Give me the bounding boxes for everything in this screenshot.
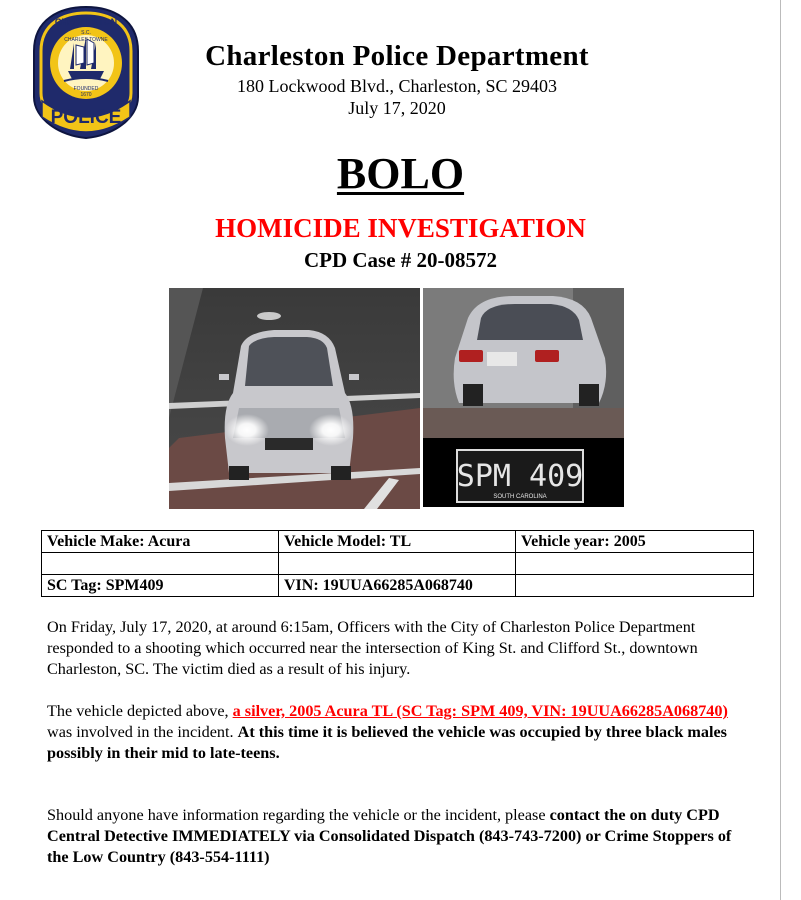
department-name: Charleston Police Department (205, 40, 589, 72)
empty-cell (42, 553, 279, 575)
vehicle-info-table (41, 530, 754, 597)
badge-banner-text: POLICE (50, 107, 122, 128)
case-number: CPD Case # 20-08572 (303, 248, 498, 272)
police-badge-logo (30, 5, 142, 140)
vehicle-paragraph (47, 701, 737, 764)
vehicle-year-cell: Vehicle year: 2005 (516, 531, 754, 553)
vehicle-model-cell: Vehicle Model: TL (279, 531, 516, 553)
bulletin-date: July 17, 2020 (348, 98, 446, 118)
badge-year-text: 1670 (80, 92, 92, 98)
contact-paragraph (47, 805, 737, 868)
plate-number-text: SPM 409 (456, 459, 584, 494)
plate-state-text: SOUTH CAROLINA (493, 494, 547, 500)
suspects-description: At this time it is believed the vehicle was occupied by three black males possibly in their mid to late-teens. (47, 723, 727, 762)
vehicle-description-highlight: a silver, 2005 Acura TL (SC Tag: SPM 409, VIN: 19UUA66285A068740) (232, 702, 728, 720)
bolo-title (0, 148, 801, 199)
contact-paragraph-intro: Should anyone have information regarding the vehicle or the incident, please (47, 806, 550, 824)
badge-founded-text: FOUNDED (73, 86, 99, 92)
vehicle-paragraph-middle: was involved in the incident. (47, 723, 238, 741)
vehicle-front-photo (169, 288, 420, 509)
vehicle-rear-photo (423, 288, 624, 507)
sc-tag-cell: SC Tag: SPM409 (42, 575, 279, 597)
department-address: 180 Lockwood Blvd., Charleston, SC 29403 (237, 76, 557, 96)
page-edge-line (780, 0, 781, 900)
badge-state-text: S.C. (81, 30, 91, 36)
empty-cell (516, 553, 754, 575)
bolo-title-text: BOLO (336, 149, 465, 198)
contact-instructions: contact the on duty CPD Central Detective IMMEDIATELY via Consolidated Dispatch (843-743-7200) or Crime Stoppers of the Low Country (843-554-1111) (47, 806, 732, 866)
badge-top-text: CHARLESTON (54, 17, 118, 27)
vehicle-paragraph-intro: The vehicle depicted above, (47, 702, 233, 720)
empty-cell (279, 553, 516, 575)
table-row (42, 575, 754, 597)
table-row (42, 531, 754, 553)
incident-paragraph: On Friday, July 17, 2020, at around 6:15am, Officers with the City of Charleston Police Department responded to a shooting which occurred near the intersection of King St. and Clifford St., downtown Charleston, SC. The victim died as a result of his injury. (47, 618, 698, 678)
homicide-headline: HOMICIDE INVESTIGATION (215, 213, 586, 243)
vin-cell: VIN: 19UUA66285A068740 (279, 575, 516, 597)
empty-cell (516, 575, 754, 597)
vehicle-make-cell: Vehicle Make: Acura (42, 531, 279, 553)
badge-town-text: CHARLES TOWNE (64, 37, 108, 43)
table-row (42, 553, 754, 575)
